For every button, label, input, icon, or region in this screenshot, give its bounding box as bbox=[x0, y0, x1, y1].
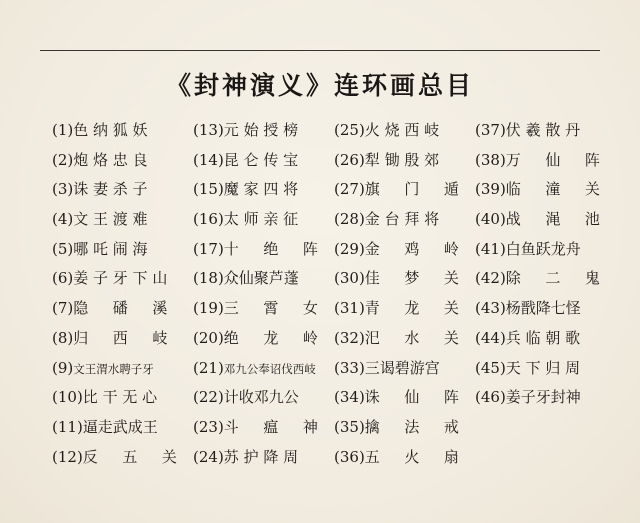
contents-entry bbox=[334, 324, 469, 354]
entry-title: 天 下 归 周 bbox=[505, 358, 581, 377]
entry-number: (18) bbox=[193, 269, 224, 288]
contents-entry bbox=[475, 354, 610, 384]
contents-entry bbox=[193, 413, 328, 443]
entry-number: (14) bbox=[193, 150, 224, 169]
entry-title: 比 干 无 心 bbox=[82, 388, 158, 407]
entry-number: (38) bbox=[475, 150, 506, 169]
contents-entry bbox=[52, 264, 187, 294]
top-rule bbox=[40, 50, 600, 51]
entry-title: 金 台 拜 将 bbox=[364, 210, 440, 229]
entry-title: 哪 吒 闹 海 bbox=[73, 239, 148, 258]
entry-title: 昆 仑 传 宝 bbox=[223, 150, 299, 169]
entry-number: (35) bbox=[334, 417, 365, 436]
entry-title: 姜 子 牙 下 山 bbox=[73, 269, 168, 288]
entry-title: 战 渑 池 bbox=[505, 210, 600, 229]
contents-entry bbox=[475, 205, 610, 235]
entry-number: (31) bbox=[334, 299, 365, 318]
contents-entry bbox=[334, 146, 469, 176]
entry-number: (20) bbox=[193, 328, 224, 347]
contents-column-1 bbox=[52, 116, 187, 472]
entry-number: (5) bbox=[52, 239, 74, 258]
entry-number: (32) bbox=[334, 328, 365, 347]
contents-entry bbox=[193, 146, 328, 176]
entry-number: (28) bbox=[334, 210, 365, 229]
contents-entry bbox=[52, 175, 187, 205]
entry-title: 太 师 亲 征 bbox=[223, 210, 299, 229]
entry-number: (24) bbox=[193, 447, 224, 466]
contents-entry bbox=[475, 146, 610, 176]
entry-number: (8) bbox=[52, 328, 74, 347]
entry-number: (40) bbox=[475, 210, 506, 229]
contents-entry bbox=[475, 235, 610, 265]
contents-entry bbox=[52, 354, 187, 384]
contents-entry bbox=[193, 235, 328, 265]
contents-entry bbox=[193, 205, 328, 235]
entry-title: 绝 龙 岭 bbox=[223, 328, 318, 347]
contents-entry bbox=[52, 324, 187, 354]
entry-title: 斗 瘟 神 bbox=[223, 417, 318, 436]
entry-number: (9) bbox=[52, 358, 74, 377]
contents-column-4 bbox=[475, 116, 610, 413]
contents-entry bbox=[334, 294, 469, 324]
entry-title: 火 烧 西 岐 bbox=[364, 121, 440, 139]
entry-title: 元 始 授 榜 bbox=[223, 121, 299, 139]
entry-title: 临 潼 关 bbox=[505, 180, 600, 199]
entry-number: (39) bbox=[475, 180, 506, 199]
entry-title: 旗 门 遁 bbox=[364, 180, 459, 199]
entry-title: 三谒碧游宫 bbox=[364, 358, 440, 377]
entry-number: (34) bbox=[334, 388, 365, 407]
entry-number: (23) bbox=[193, 417, 224, 436]
contents-entry bbox=[334, 264, 469, 294]
entry-title: 万 仙 阵 bbox=[505, 150, 600, 169]
entry-number: (16) bbox=[193, 210, 224, 229]
contents-entry bbox=[193, 294, 328, 324]
contents-entry bbox=[475, 175, 610, 205]
contents-entry bbox=[334, 235, 469, 265]
entry-title: 计收邓九公 bbox=[223, 388, 299, 407]
contents-entry bbox=[52, 383, 187, 413]
entry-title: 金 鸡 岭 bbox=[364, 239, 459, 258]
contents-column-3 bbox=[334, 116, 469, 472]
contents-entry bbox=[334, 175, 469, 205]
entry-number: (10) bbox=[52, 388, 83, 407]
contents-entry bbox=[475, 264, 610, 294]
entry-title: 青 龙 关 bbox=[364, 299, 459, 318]
contents-entry bbox=[475, 324, 610, 354]
contents-entry bbox=[475, 294, 610, 324]
entry-title: 汜 水 关 bbox=[364, 328, 459, 347]
contents-entry bbox=[193, 175, 328, 205]
entry-number: (4) bbox=[52, 210, 74, 229]
entry-title: 诛 仙 阵 bbox=[364, 388, 459, 407]
entry-title: 姜子牙封神 bbox=[505, 388, 581, 407]
entry-title: 杨戬降七怪 bbox=[505, 299, 581, 318]
entry-number: (33) bbox=[334, 358, 365, 377]
entry-title: 兵 临 朝 歌 bbox=[505, 328, 581, 347]
contents-entry bbox=[193, 324, 328, 354]
entry-number: (41) bbox=[475, 239, 506, 258]
entry-number: (46) bbox=[475, 388, 506, 407]
entry-number: (42) bbox=[475, 269, 506, 288]
entry-title: 逼走武成王 bbox=[82, 417, 158, 436]
entry-title: 十 绝 阵 bbox=[223, 239, 318, 258]
entry-number: (26) bbox=[334, 150, 365, 169]
contents-entry bbox=[334, 383, 469, 413]
contents-entry bbox=[334, 116, 469, 146]
entry-number: (17) bbox=[193, 239, 224, 258]
contents-entry bbox=[475, 383, 610, 413]
contents-entry bbox=[475, 116, 610, 146]
entry-title: 三 霄 女 bbox=[223, 299, 318, 318]
entry-title: 佳 梦 关 bbox=[364, 269, 459, 288]
contents-entry bbox=[52, 443, 187, 473]
contents-entry bbox=[52, 116, 187, 146]
entry-title: 犁 锄 殷 郊 bbox=[364, 150, 440, 169]
entry-number: (21) bbox=[193, 358, 224, 377]
entry-number: (30) bbox=[334, 269, 365, 288]
entry-number: (15) bbox=[193, 180, 224, 199]
entry-title: 五 火 扇 bbox=[364, 447, 459, 466]
entry-title: 擒 法 戒 bbox=[364, 417, 459, 436]
entry-number: (37) bbox=[475, 121, 506, 139]
entry-number: (22) bbox=[193, 388, 224, 407]
entry-title: 白鱼跃龙舟 bbox=[505, 239, 581, 258]
entry-number: (12) bbox=[52, 447, 83, 466]
entry-title: 伏 羲 散 丹 bbox=[505, 121, 581, 139]
entry-title: 除 二 鬼 bbox=[505, 269, 600, 288]
contents-entry bbox=[193, 383, 328, 413]
entry-title: 魔 家 四 将 bbox=[223, 180, 299, 199]
entry-number: (44) bbox=[475, 328, 506, 347]
contents-entry bbox=[334, 354, 469, 384]
contents-entry bbox=[334, 443, 469, 473]
entry-title: 隐 磻 溪 bbox=[73, 299, 168, 318]
entry-number: (11) bbox=[52, 417, 83, 436]
contents-entry bbox=[334, 413, 469, 443]
entry-title: 反 五 关 bbox=[82, 447, 177, 466]
entry-number: (27) bbox=[334, 180, 365, 199]
entry-title: 色 纳 狐 妖 bbox=[73, 121, 148, 139]
entry-number: (25) bbox=[334, 121, 365, 139]
entry-title: 文 王 渡 难 bbox=[73, 210, 148, 229]
entry-number: (1) bbox=[52, 121, 74, 139]
entry-number: (13) bbox=[193, 121, 224, 139]
entry-number: (29) bbox=[334, 239, 365, 258]
entry-number: (36) bbox=[334, 447, 365, 466]
entry-title: 苏 护 降 周 bbox=[223, 447, 299, 466]
entry-number: (2) bbox=[52, 150, 74, 169]
contents-entry bbox=[52, 294, 187, 324]
entry-title: 文王渭水聘子牙 bbox=[73, 361, 154, 376]
page-title: 《封神演义》连环画总目 bbox=[165, 71, 474, 100]
entry-number: (19) bbox=[193, 299, 224, 318]
contents-entry bbox=[334, 205, 469, 235]
contents-entry bbox=[193, 443, 328, 473]
contents-entry bbox=[193, 354, 328, 384]
contents-entry bbox=[52, 146, 187, 176]
entry-number: (7) bbox=[52, 299, 74, 318]
entry-number: (3) bbox=[52, 180, 74, 199]
entry-number: (45) bbox=[475, 358, 506, 377]
entry-title: 众仙聚芦蓬 bbox=[223, 269, 299, 288]
entry-number: (6) bbox=[52, 269, 74, 288]
contents-entry bbox=[193, 116, 328, 146]
contents-entry bbox=[52, 205, 187, 235]
contents-entry bbox=[52, 235, 187, 265]
entry-title: 炮 烙 忠 良 bbox=[73, 150, 148, 169]
contents-column-2 bbox=[193, 116, 328, 472]
entry-title: 诛 妻 杀 子 bbox=[73, 180, 148, 199]
entry-title: 邓九公奉诏伐西岐 bbox=[223, 361, 316, 376]
entry-number: (43) bbox=[475, 299, 506, 318]
contents-entry bbox=[52, 413, 187, 443]
entry-title: 归 西 岐 bbox=[73, 328, 168, 347]
contents-entry bbox=[193, 264, 328, 294]
